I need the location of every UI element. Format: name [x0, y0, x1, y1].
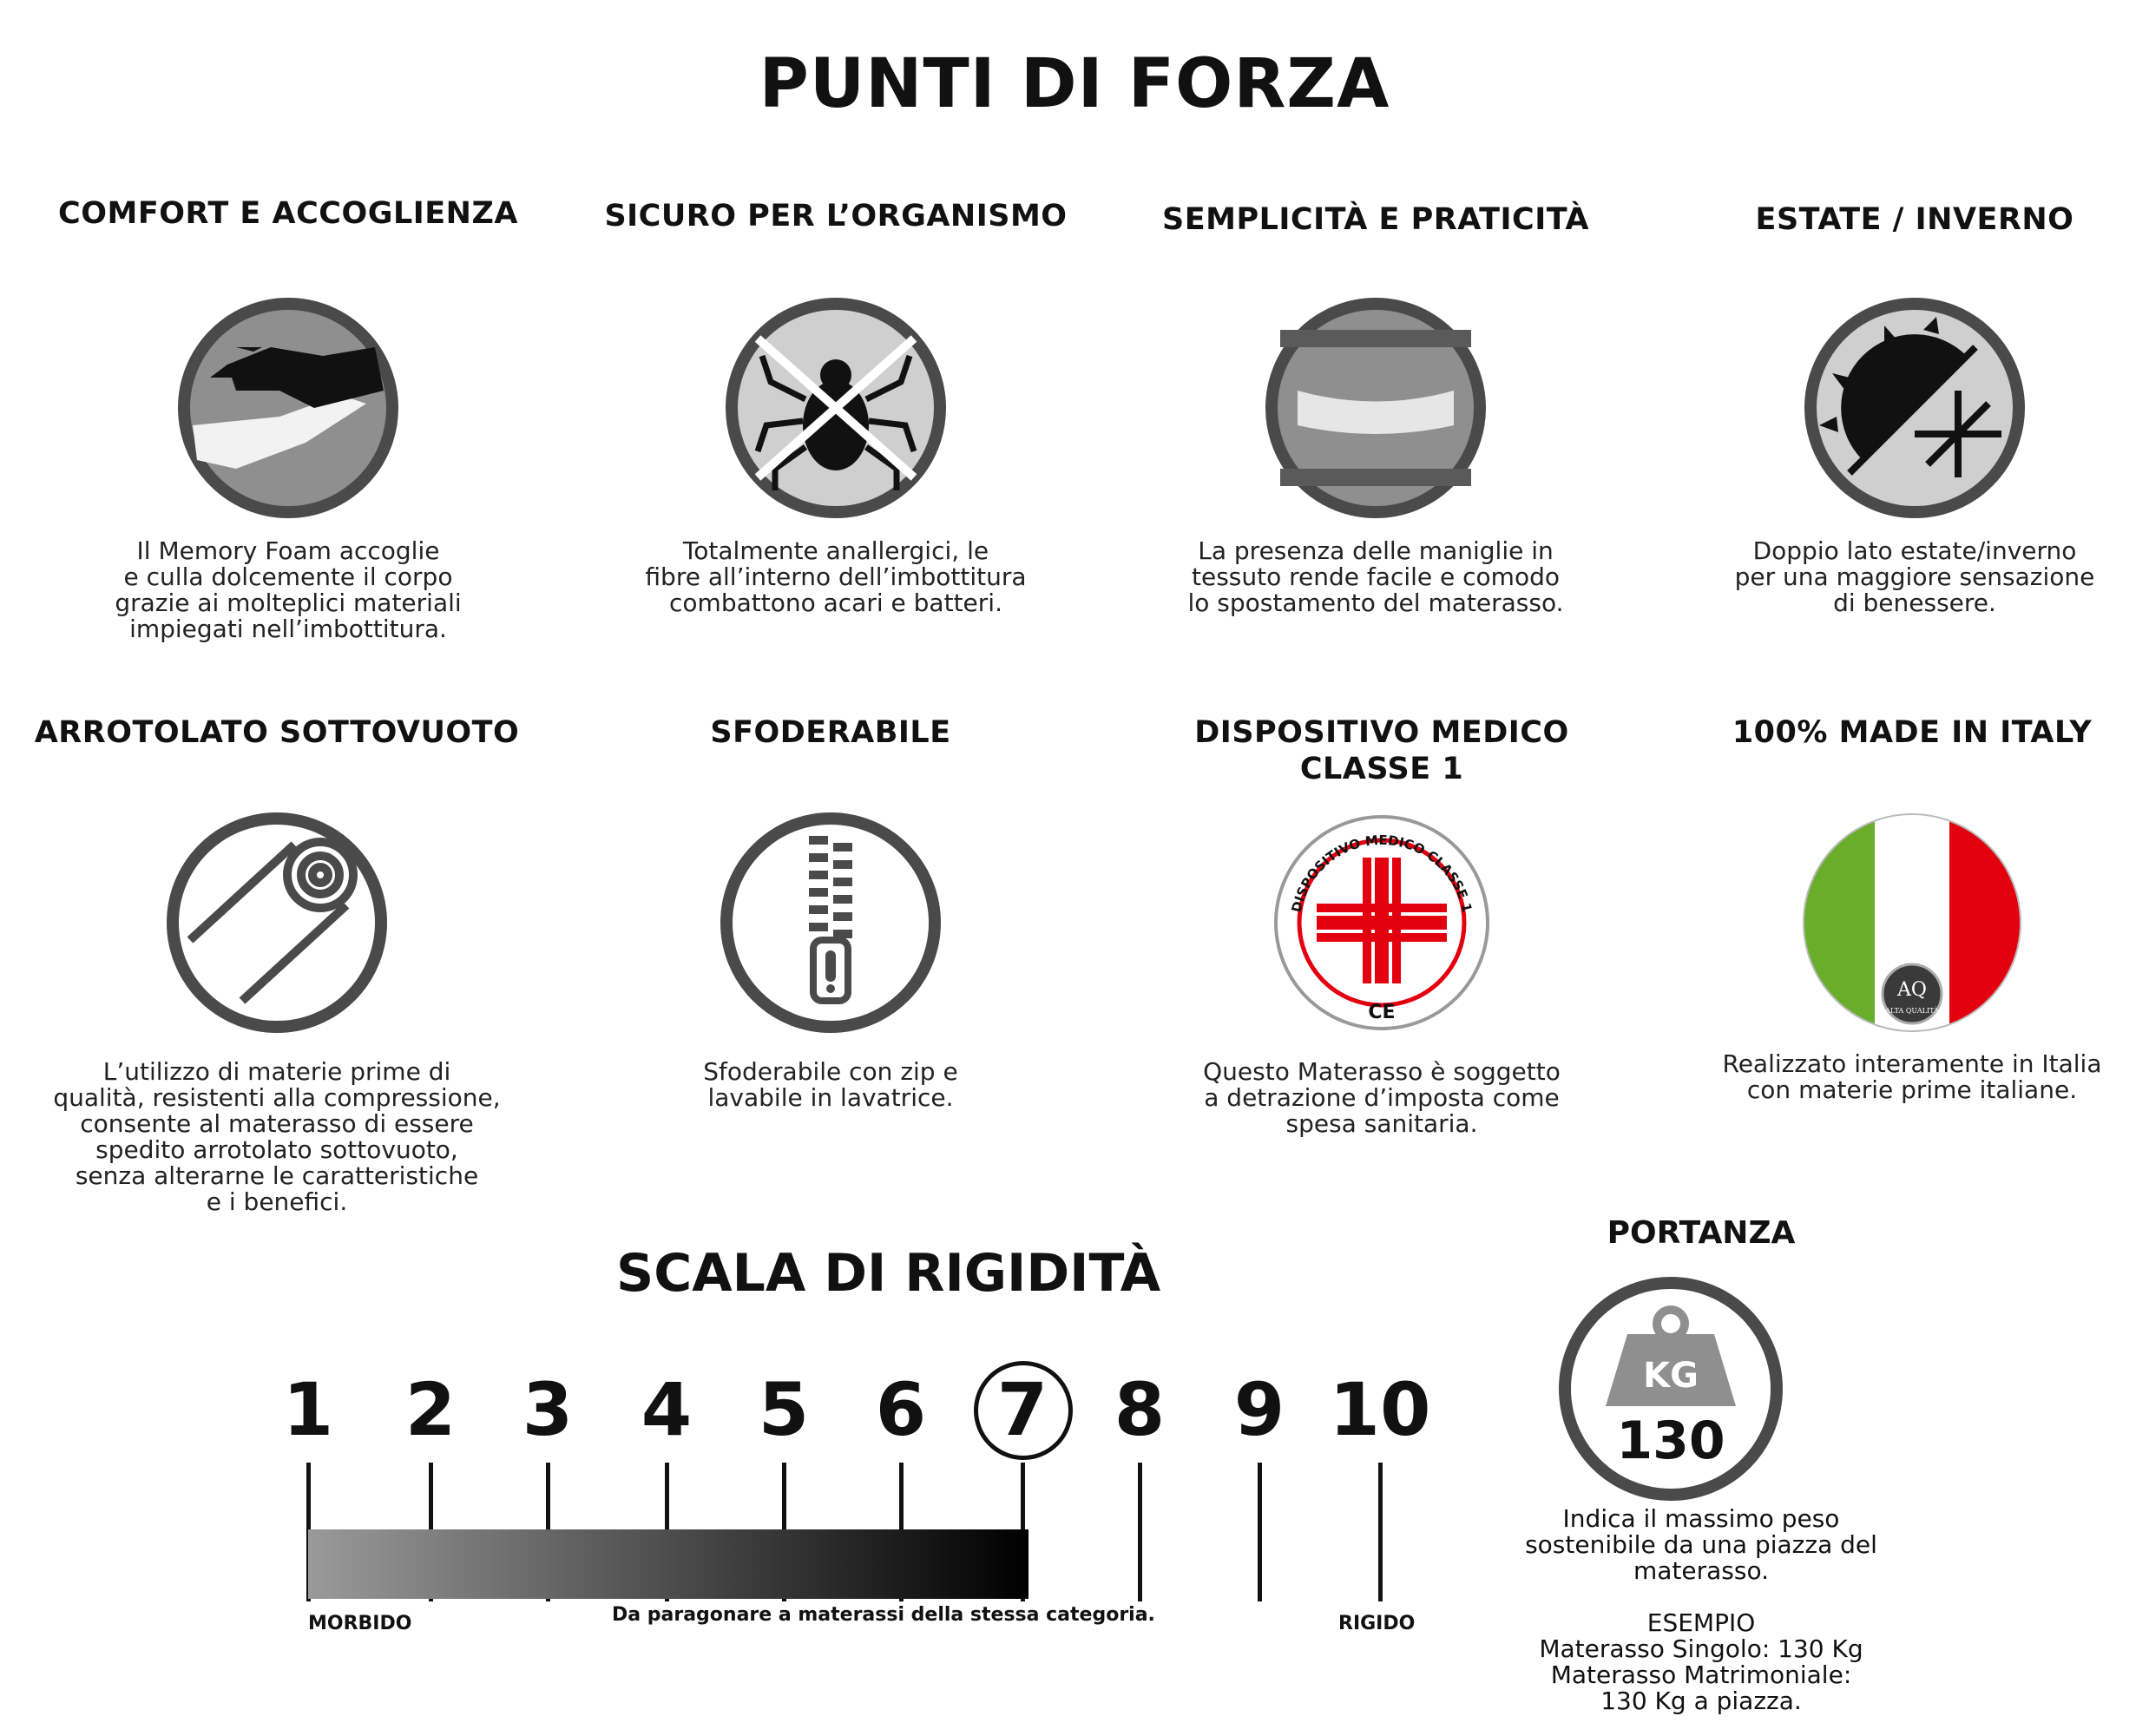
- feature-title: DISPOSITIVO MEDICO CLASSE 1: [1194, 715, 1569, 786]
- page-title: PUNTI DI FORZA: [759, 45, 1390, 123]
- feature-semplicita: [1107, 201, 1645, 617]
- feature-desc: Questo Materasso è soggetto a detrazione d’imposta come spesa sanitaria.: [1203, 1057, 1561, 1138]
- scale-number: 9: [1233, 1367, 1285, 1452]
- italy-flag-icon: [1799, 810, 2025, 1036]
- feature-desc: Realizzato interamente in Italia con materie prime italiane.: [1722, 1049, 2102, 1104]
- medical-badge-text: DISPOSITIVO MEDICO CLASSE 1: [1288, 832, 1475, 914]
- scale-number: 4: [641, 1367, 693, 1452]
- feature-made-in-italy: [1643, 714, 2149, 1104]
- scale-number: 6: [875, 1367, 927, 1452]
- feature-title: ESTATE / INVERNO: [1755, 202, 2074, 237]
- aq-logo-sub: ALTA QUALITÀ: [1885, 1007, 1939, 1015]
- feature-title: ARROTOLATO SOTTOVUOTO: [34, 715, 520, 750]
- handle-icon: [1263, 295, 1489, 521]
- feature-estate-inverno: [1646, 201, 2149, 617]
- scale-tick: [1258, 1463, 1262, 1601]
- rolled-mattress-icon: [164, 810, 390, 1036]
- medical-device-icon: [1269, 810, 1495, 1036]
- feature-desc: La presenza delle maniglie in tessuto rende facile e comodo lo spostamento del materasso.: [1187, 536, 1564, 617]
- feature-comfort: [19, 195, 557, 643]
- weight-value: 130: [1616, 1410, 1725, 1471]
- scale-number: 7: [996, 1367, 1048, 1452]
- scale-tick: [1378, 1463, 1383, 1601]
- scale-title: SCALA DI RIGIDITÀ: [616, 1243, 1161, 1304]
- feature-title: 100% MADE IN ITALY: [1732, 715, 2093, 750]
- scale-number: 1: [282, 1367, 334, 1452]
- scale-max-label: RIGIDO: [1338, 1613, 1416, 1634]
- feature-desc: Il Memory Foam accoglie e culla dolcemente il corpo grazie ai molteplici materiali impiegati nell’imbottitura.: [115, 536, 462, 643]
- feature-desc: Doppio lato estate/inverno per una maggiore sensazione di benessere.: [1734, 536, 2095, 617]
- scale-tick: [1138, 1463, 1142, 1601]
- portanza-desc: Indica il massimo peso sostenibile da una piazza del materasso. ESEMPIO Materasso Singolo: 130 Kg Materasso Matrimoniale: 130 Kg a piazza.: [1525, 1504, 1877, 1715]
- sun-snowflake-icon: [1802, 295, 2027, 521]
- feature-desc: Totalmente anallergici, le fibre all’interno dell’imbottitura combattono acari e batteri.: [645, 536, 1027, 617]
- hands-icon: [175, 295, 401, 521]
- ce-mark: CE: [1368, 1002, 1396, 1023]
- scale-number: 2: [404, 1367, 457, 1452]
- no-mites-icon: [723, 295, 949, 521]
- selected-number-circle: [974, 1361, 1073, 1460]
- weight-icon: [1554, 1272, 1788, 1506]
- feature-arrotolato: [8, 714, 546, 1216]
- scale-number: 8: [1114, 1367, 1166, 1452]
- feature-desc: Sfoderabile con zip e lavabile in lavatrice.: [703, 1057, 958, 1112]
- feature-title: SEMPLICITÀ E PRATICITÀ: [1162, 202, 1589, 237]
- feature-sicuro: [567, 198, 1105, 617]
- portanza-title: PORTANZA: [1607, 1215, 1796, 1251]
- scale-number: 3: [522, 1367, 574, 1452]
- scale-number: 5: [758, 1367, 810, 1452]
- scale-note: Da paragonare a materassi della stessa categoria.: [612, 1604, 1155, 1626]
- feature-dispositivo-medico: [1113, 714, 1651, 1138]
- scale-number: 10: [1329, 1367, 1431, 1452]
- weight-unit: KG: [1643, 1356, 1699, 1396]
- feature-sfoderabile: [562, 714, 1100, 1112]
- zipper-icon: [718, 810, 943, 1036]
- feature-title: SFODERABILE: [710, 715, 951, 750]
- scale-min-label: MORBIDO: [308, 1613, 412, 1634]
- feature-title: SICURO PER L’ORGANISMO: [604, 199, 1068, 233]
- feature-title: COMFORT E ACCOGLIENZA: [58, 196, 518, 231]
- feature-desc: L’utilizzo di materie prime di qualità, resistenti alla compressione, consente al materasso di essere spedito arrotolato sottovuoto, senza alterarne le caratteristiche e i benefici.: [53, 1057, 501, 1216]
- gradient-bar: [308, 1529, 1028, 1599]
- aq-logo-text: AQ: [1897, 979, 1927, 1001]
